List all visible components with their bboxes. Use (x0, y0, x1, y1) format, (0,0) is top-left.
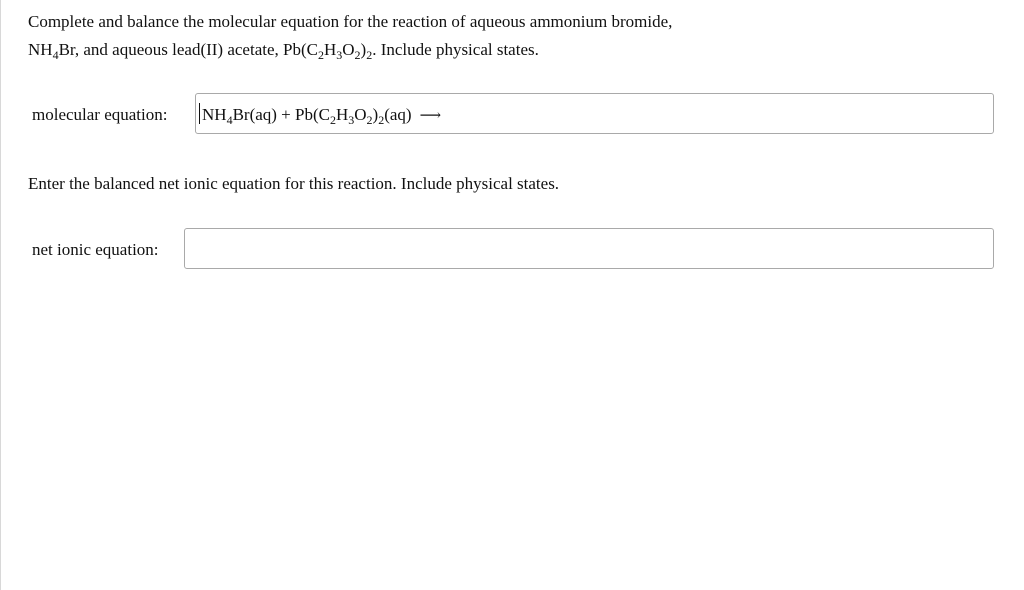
subscript: 3 (336, 48, 343, 62)
subscript: 3 (348, 113, 355, 127)
formula-text: O (342, 40, 355, 59)
text-caret (199, 103, 200, 124)
question-line-1: Complete and balance the molecular equation for the reaction of aqueous ammonium bromide, (28, 12, 673, 31)
subscript: 2 (378, 113, 385, 127)
net-ionic-equation-row (0, 228, 1024, 273)
subscript: 2 (329, 113, 336, 127)
molecular-equation-row (0, 93, 1024, 138)
subscript: 2 (317, 48, 324, 62)
equation-text: ) (372, 105, 379, 124)
formula-text: ) (360, 40, 367, 59)
equation-text: NH (202, 105, 227, 124)
net-ionic-equation-input[interactable] (184, 228, 994, 269)
question-prompt (28, 8, 988, 64)
equation-text: Br(aq) + Pb(C (232, 105, 330, 124)
subscript: 2 (366, 113, 373, 127)
molecular-equation-value (199, 102, 441, 128)
subscript: 4 (226, 113, 233, 127)
question-line-2 (28, 36, 988, 64)
equation-text: (aq) (384, 105, 412, 124)
subscript: 2 (366, 48, 373, 62)
page-left-border (0, 0, 1, 590)
subscript: 4 (52, 48, 59, 62)
molecular-equation-input[interactable] (195, 93, 994, 134)
subscript: 2 (354, 48, 361, 62)
formula-text: H (323, 40, 337, 59)
formula-text: . Include physical states. (372, 40, 539, 59)
net-ionic-instruction: Enter the balanced net ionic equation for this reaction. Include physical states. (28, 174, 560, 193)
molecular-equation-label: molecular equation: (32, 105, 168, 124)
equation-text: O (354, 105, 367, 124)
equation-text: H (335, 105, 349, 124)
reaction-arrow-icon: ⟶ (419, 108, 442, 124)
net-ionic-equation-label: net ionic equation: (32, 240, 159, 259)
formula-text: Br, and aqueous lead(II) acetate, Pb(C (58, 40, 318, 59)
formula-text: NH (28, 40, 53, 59)
